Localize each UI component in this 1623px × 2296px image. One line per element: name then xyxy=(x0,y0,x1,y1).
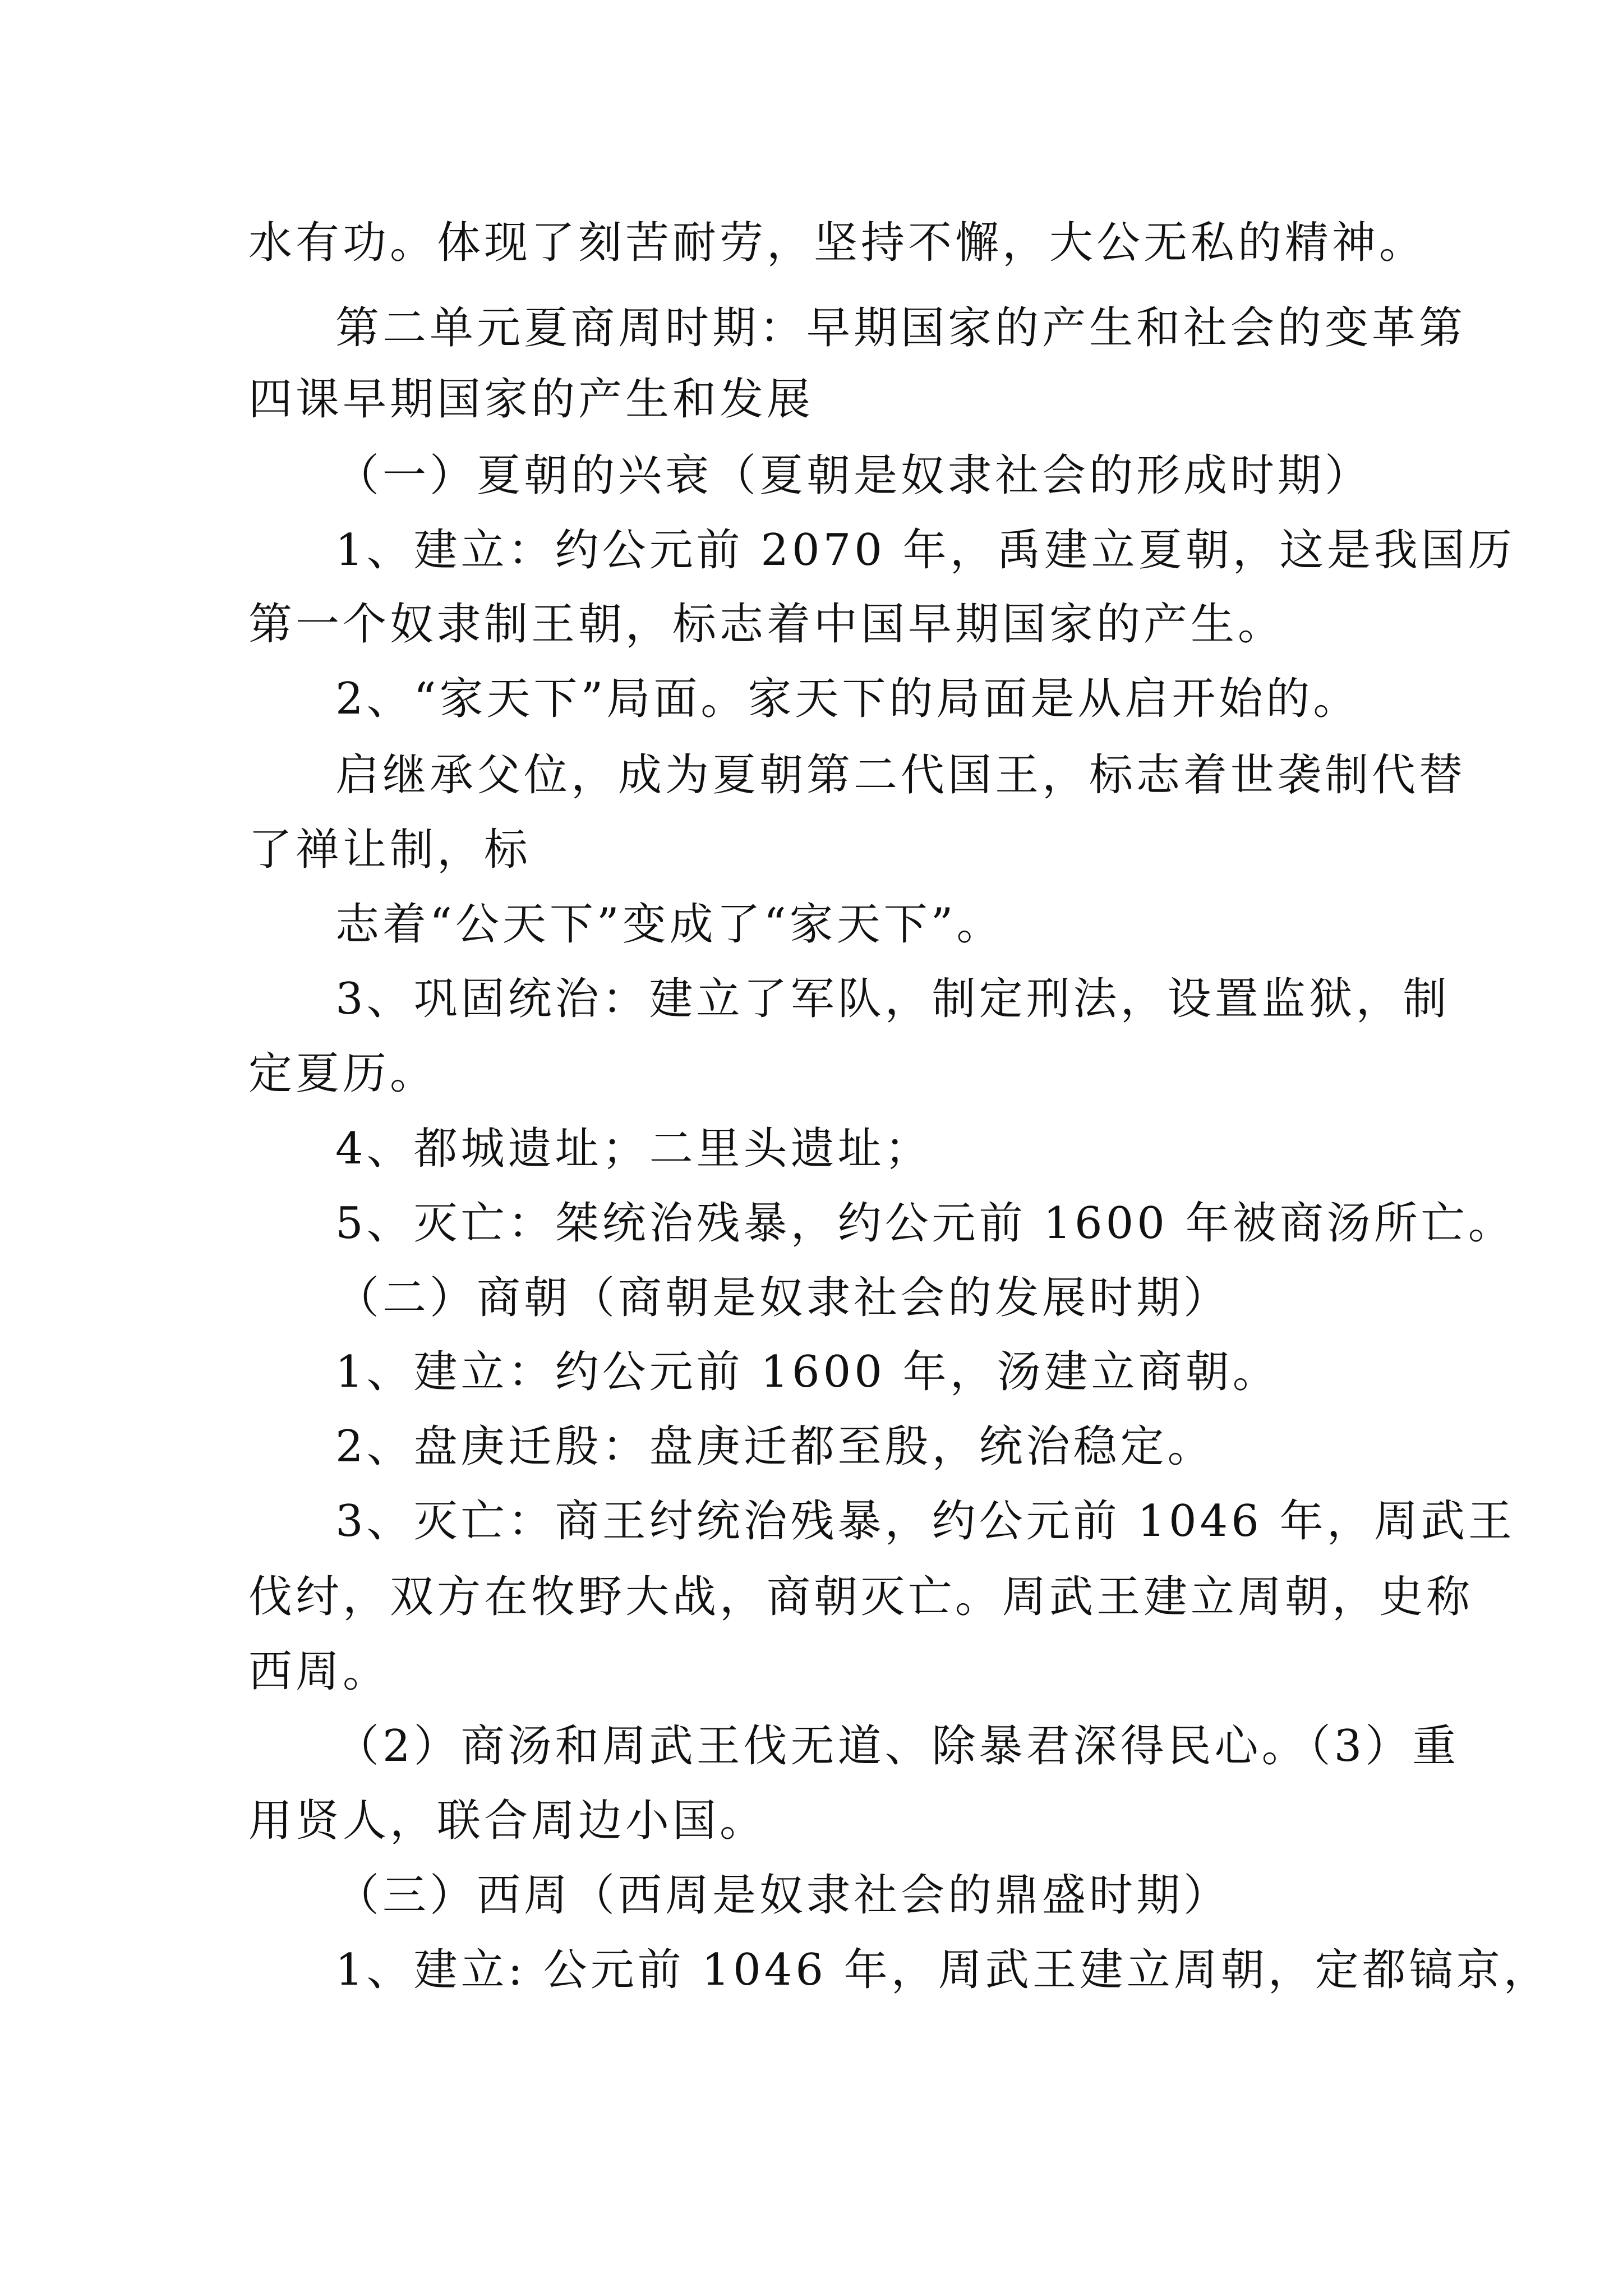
subsection-heading: （二）商朝（商朝是奴隶社会的发展时期） xyxy=(335,1273,1231,1323)
text-line: 第一个奴隶制王朝，标志着中国早期国家的产生。 xyxy=(248,599,1285,650)
text-line: 志着“公天下”变成了“家天下”。 xyxy=(335,899,1004,950)
text-line: 2、“家天下”局面。家天下的局面是从启开始的。 xyxy=(335,674,1361,724)
section-heading-continued: 四课早期国家的产生和发展 xyxy=(248,374,814,425)
section-heading: 第二单元夏商周时期：早期国家的产生和社会的变革第 xyxy=(335,303,1467,353)
text-line: 西周。 xyxy=(248,1646,390,1697)
text-line: 启继承父位，成为夏朝第二代国王，标志着世袭制代替 xyxy=(335,750,1467,800)
text-line: 1、建立：约公元前 2070 年，禹建立夏朝，这是我国历 xyxy=(335,525,1515,576)
subsection-heading: （一）夏朝的兴衰（夏朝是奴隶社会的形成时期） xyxy=(335,450,1372,501)
subsection-heading: （三）西周（西周是奴隶社会的鼎盛时期） xyxy=(335,1870,1231,1921)
text-line: 水有功。体现了刻苦耐劳，坚持不懈，大公无私的精神。 xyxy=(248,218,1427,268)
text-line: 2、盘庚迁殷：盘庚迁都至殷，统治稳定。 xyxy=(335,1421,1215,1472)
text-line: 3、巩固统治：建立了军队，制定刑法，设置监狱，制 xyxy=(335,974,1450,1024)
text-line: 4、都城遗址；二里头遗址； xyxy=(335,1124,932,1174)
text-line: 5、灭亡：桀统治残暴，约公元前 1600 年被商汤所亡。 xyxy=(335,1198,1515,1249)
text-line: 定夏历。 xyxy=(248,1048,437,1099)
text-line: 用贤人，联合周边小国。 xyxy=(248,1796,767,1846)
text-line: 伐纣，双方在牧野大战，商朝灭亡。周武王建立周朝，史称 xyxy=(248,1572,1474,1622)
text-line: （2）商汤和周武王伐无道、除暴君深得民心。（3）重 xyxy=(335,1721,1460,1772)
text-line: 1、建立: 公元前 1046 年，周武王建立周朝，定都镐京， xyxy=(335,1945,1551,1995)
text-line: 3、灭亡：商王纣统治残暴，约公元前 1046 年，周武王 xyxy=(335,1496,1515,1547)
text-line: 1、建立：约公元前 1600 年，汤建立商朝。 xyxy=(335,1347,1280,1397)
text-line: 了禅让制，标 xyxy=(248,825,532,875)
